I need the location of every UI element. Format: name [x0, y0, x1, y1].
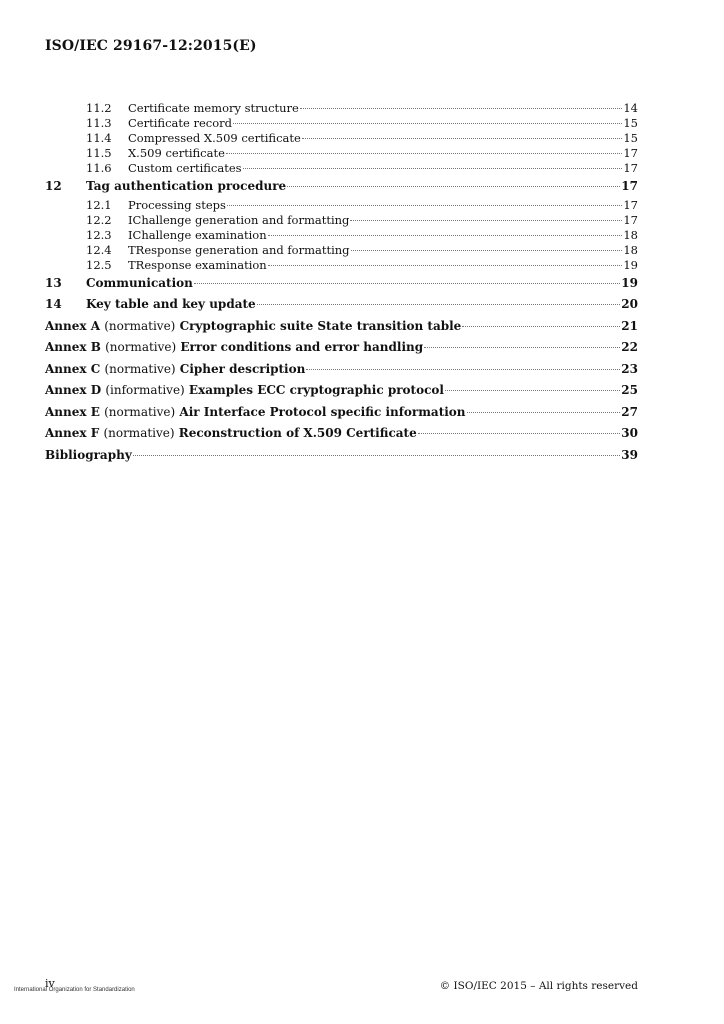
toc-entry-annex-d[interactable]: [45, 380, 638, 402]
toc-entry-page: 22: [621, 340, 638, 354]
dot-leader: [300, 108, 623, 109]
dot-leader: [243, 168, 623, 169]
toc-entry-page: 17: [623, 146, 638, 160]
annex-title: Cryptographic suite State transition table: [179, 318, 462, 333]
toc-entry-12-5[interactable]: [45, 258, 638, 273]
annex-kind: (normative): [104, 318, 176, 333]
toc-entry-14[interactable]: [45, 294, 638, 316]
toc-entry-title: Certificate record: [128, 116, 232, 130]
copyright-notice: © ISO/IEC 2015 – All rights reserved: [439, 980, 638, 992]
toc-entry-number: 12.4: [86, 242, 112, 257]
annex-kind: (normative): [105, 340, 177, 354]
toc-entry-title: X.509 certificate: [128, 146, 225, 160]
toc-entry-page: 19: [623, 257, 638, 272]
toc-entry-page: 15: [623, 131, 638, 145]
toc-entry-number: 14: [45, 297, 62, 311]
toc-entry-number: 12.1: [86, 197, 112, 212]
toc-entry-title: [45, 423, 417, 445]
toc-entry-11-4[interactable]: [45, 131, 638, 146]
toc-entry-page: 19: [621, 275, 638, 290]
toc-entry-title: Communication: [86, 275, 193, 290]
toc-entry-page: 17: [621, 179, 638, 193]
annex-kind: (normative): [103, 426, 175, 440]
annex-label: Annex B: [45, 340, 101, 354]
dot-leader: [268, 265, 623, 266]
document-id-header: ISO/IEC 29167-12:2015(E): [45, 38, 257, 54]
toc-entry-page: 14: [623, 101, 638, 115]
toc-entry-annex-c[interactable]: [45, 359, 638, 381]
annex-label: Annex A: [45, 318, 101, 333]
toc-entry-number: 11.2: [86, 101, 112, 115]
dot-leader: [418, 433, 621, 434]
toc-entry-annex-f[interactable]: [45, 423, 638, 445]
dot-leader: [287, 186, 620, 187]
toc-entry-bibliography[interactable]: [45, 445, 638, 467]
dot-leader: [226, 153, 622, 154]
toc-entry-title: Custom certificates: [128, 161, 242, 175]
dot-leader: [194, 283, 620, 284]
dot-leader: [306, 369, 620, 370]
toc-entry-title: [45, 402, 466, 424]
annex-kind: (normative): [104, 404, 176, 419]
dot-leader: [462, 326, 620, 327]
toc-entry-12-4[interactable]: [45, 243, 638, 258]
toc-entry-page: 18: [623, 227, 638, 242]
toc-entry-number: 12: [45, 179, 62, 193]
dot-leader: [233, 123, 622, 124]
toc-entry-number: 11.3: [86, 116, 112, 130]
toc-entry-page: 20: [621, 297, 638, 311]
toc-entry-page: 39: [621, 447, 638, 462]
toc-entry-title: IChallenge generation and formatting: [128, 212, 350, 227]
annex-label: Annex C: [45, 361, 101, 376]
toc-entry-11-6[interactable]: [45, 161, 638, 176]
toc-entry-page: 30: [621, 426, 638, 440]
toc-entry-number: 11.4: [86, 131, 112, 145]
toc-entry-page: 21: [621, 318, 638, 333]
toc-entry-title: [45, 316, 461, 338]
toc-entry-number: 11.5: [86, 146, 112, 160]
toc-entry-page: 25: [621, 383, 638, 397]
toc-entry-title: Processing steps: [128, 197, 226, 212]
annex-title: Air Interface Protocol specific information: [179, 404, 466, 419]
toc-entry-title: Key table and key update: [86, 297, 256, 311]
dot-leader: [350, 220, 622, 221]
toc-entry-number: 12.5: [86, 257, 112, 272]
toc-entry-number: 12.2: [86, 212, 112, 227]
annex-kind: (informative): [105, 383, 185, 397]
toc-entry-title: Certificate memory structure: [128, 101, 299, 115]
toc-entry-number: 12.3: [86, 227, 112, 242]
dot-leader: [227, 205, 622, 206]
dot-leader: [257, 304, 621, 305]
toc-entry-page: 17: [623, 212, 638, 227]
toc-entry-title: IChallenge examination: [128, 227, 267, 242]
toc-entry-title: Bibliography: [45, 447, 132, 462]
dot-leader: [445, 390, 620, 391]
dot-leader: [268, 235, 623, 236]
toc-entry-11-3[interactable]: [45, 116, 638, 131]
annex-kind: (normative): [104, 361, 176, 376]
annex-label: Annex D: [45, 383, 102, 397]
toc-entry-12-3[interactable]: [45, 228, 638, 243]
toc-entry-title: TResponse examination: [128, 257, 267, 272]
toc-entry-number: 11.6: [86, 161, 112, 175]
toc-entry-title: Compressed X.509 certificate: [128, 131, 301, 145]
dot-leader: [467, 412, 621, 413]
toc-entry-page: 27: [621, 404, 638, 419]
annex-label: Annex F: [45, 426, 100, 440]
toc-entry-title: [45, 337, 423, 359]
toc-entry-13[interactable]: [45, 273, 638, 295]
toc-entry-annex-e[interactable]: [45, 402, 638, 424]
toc-entry-title: Tag authentication procedure: [86, 179, 287, 193]
toc-entry-12-2[interactable]: [45, 213, 638, 228]
toc-entry-title: [45, 380, 444, 402]
toc-entry-annex-b[interactable]: [45, 337, 638, 359]
toc-entry-page: 18: [623, 242, 638, 257]
toc-entry-page: 17: [623, 197, 638, 212]
page-number: iv: [45, 977, 55, 990]
dot-leader: [424, 347, 620, 348]
toc-entry-page: 17: [623, 161, 638, 175]
toc-entry-title: TResponse generation and formatting: [128, 242, 350, 257]
toc-entry-number: 13: [45, 275, 62, 290]
toc-entry-12-1[interactable]: [45, 198, 638, 213]
table-of-contents: [45, 101, 638, 466]
toc-entry-11-2[interactable]: [45, 101, 638, 116]
toc-entry-page: 23: [621, 361, 638, 376]
annex-title: Examples ECC cryptographic protocol: [188, 383, 444, 397]
toc-entry-page: 15: [623, 116, 638, 130]
annex-label: Annex E: [45, 404, 100, 419]
dot-leader: [351, 250, 623, 251]
toc-entry-title: [45, 359, 305, 381]
dot-leader: [133, 455, 621, 456]
dot-leader: [302, 138, 623, 139]
annex-title: Cipher description: [179, 361, 306, 376]
toc-entry-12[interactable]: [45, 176, 638, 198]
toc-entry-annex-a[interactable]: [45, 316, 638, 338]
organization-name: International Organization for Standardization: [14, 987, 135, 993]
annex-title: Error conditions and error handling: [180, 340, 424, 354]
annex-title: Reconstruction of X.509 Certificate: [178, 426, 417, 440]
toc-entry-11-5[interactable]: [45, 146, 638, 161]
